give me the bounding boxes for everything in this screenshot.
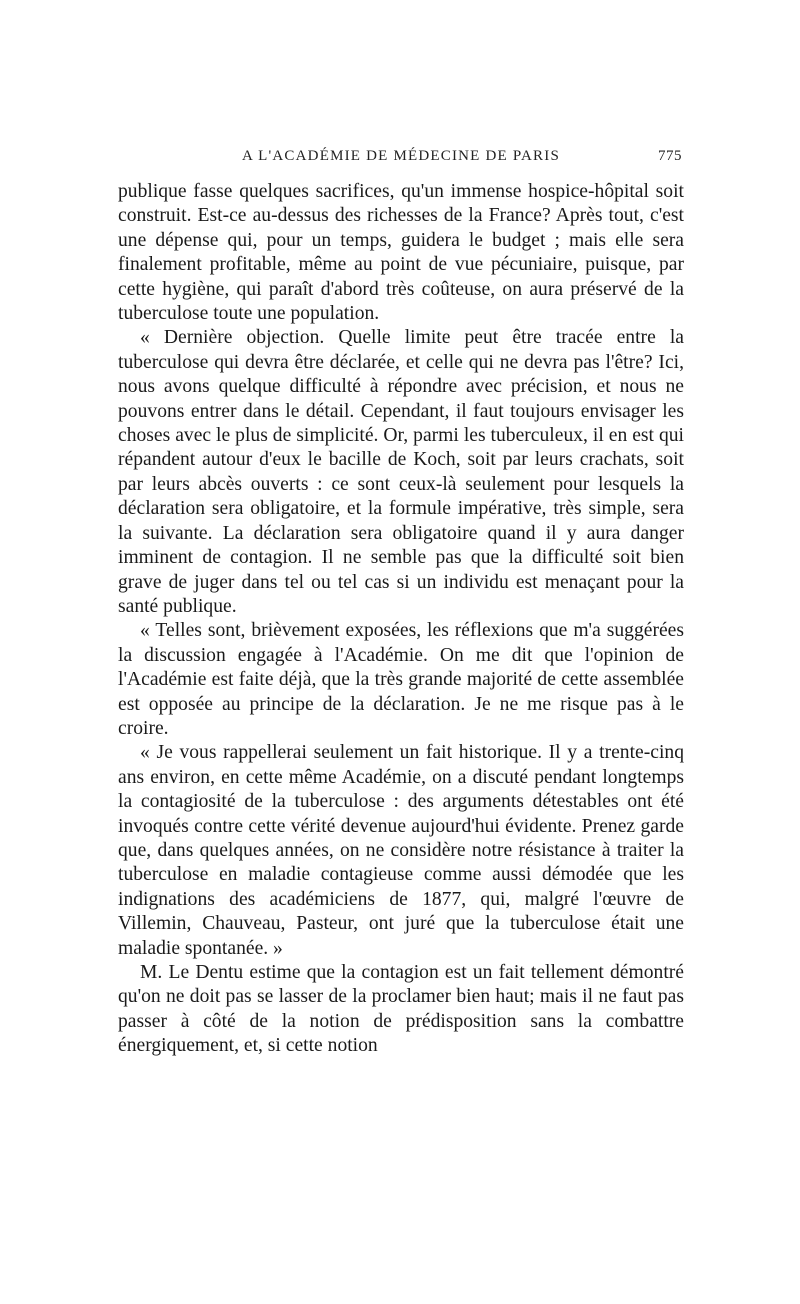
paragraph-reflections: « Telles sont, brièvement exposées, les réflexions que m'a suggérées la discussion engagée à l'Académie. On me dit que l'opinion de l'Académie est faite déjà, que la très grande majorité de cette assemblée est opposée au principe de la déclaration. Je ne me risque pas à le croire. [118,620,684,739]
body-text [118,180,684,1059]
running-title: A L'ACADÉMIE DE MÉDECINE DE PARIS [241,148,560,164]
paragraph-continuation: publique fasse quelques sacrifices, qu'un immense hospice-hôpital soit construit. Est-ce au-dessus des richesses de la France? Après tout, c'est une dépense qui, pour un temps, guidera le budget ; mais elle sera finalement profitable, même au point de vue pécuniaire, puisque, par cette hygiène, qui paraît d'abord très coûteuse, on aura préservé de la tuberculose toute une population. [118,181,684,325]
paragraph-historical-fact: « Je vous rappellerai seulement un fait historique. Il y a trente-cinq ans environ, en cette même Académie, on a discuté pendant longtemps la contagiosité de la tuberculose : des arguments détestables ont été invoqués contre cette vérité devenue aujourd'hui évidente. Prenez garde que, dans quelques années, on ne considère notre résistance à traiter la tuberculose en maladie contagieuse comme aussi démodée que les indignations des académiciens de 1877, qui, malgré l'œuvre de Villemin, Chauveau, Pasteur, ont juré que la tuberculose était une maladie spontanée. » [118,742,684,959]
page-number: 775 [658,148,682,164]
book-page [118,148,684,1059]
running-head [118,148,684,168]
paragraph-le-dentu: M. Le Dentu estime que la contagion est un fait tellement démontré qu'on ne doit pas se lasser de la proclamer bien haut; mais il ne faut pas passer à côté de la notion de prédisposition sans la combattre énergiquement, et, si cette notion [118,962,684,1057]
paragraph-last-objection: « Dernière objection. Quelle limite peut être tracée entre la tuberculose qui devra être déclarée, et celle qui ne devra pas l'être? Ici, nous avons quelque difficulté à répondre avec précision, et nous ne pouvons entrer dans le détail. Cependant, il faut toujours envisager les choses avec le plus de simplicité. Or, parmi les tuberculeux, il en est qui répandent autour d'eux le bacille de Koch, soit par leurs crachats, soit par leurs abcès ouverts : ce sont ceux-là seulement pour lesquels la déclaration sera obligatoire, et la formule impérative, très simple, sera la suivante. La déclaration sera obligatoire quand il y aura danger imminent de contagion. Il ne semble pas que la difficulté soit bien grave de juger dans tel ou tel cas si un individu est menaçant pour la santé publique. [118,327,684,617]
